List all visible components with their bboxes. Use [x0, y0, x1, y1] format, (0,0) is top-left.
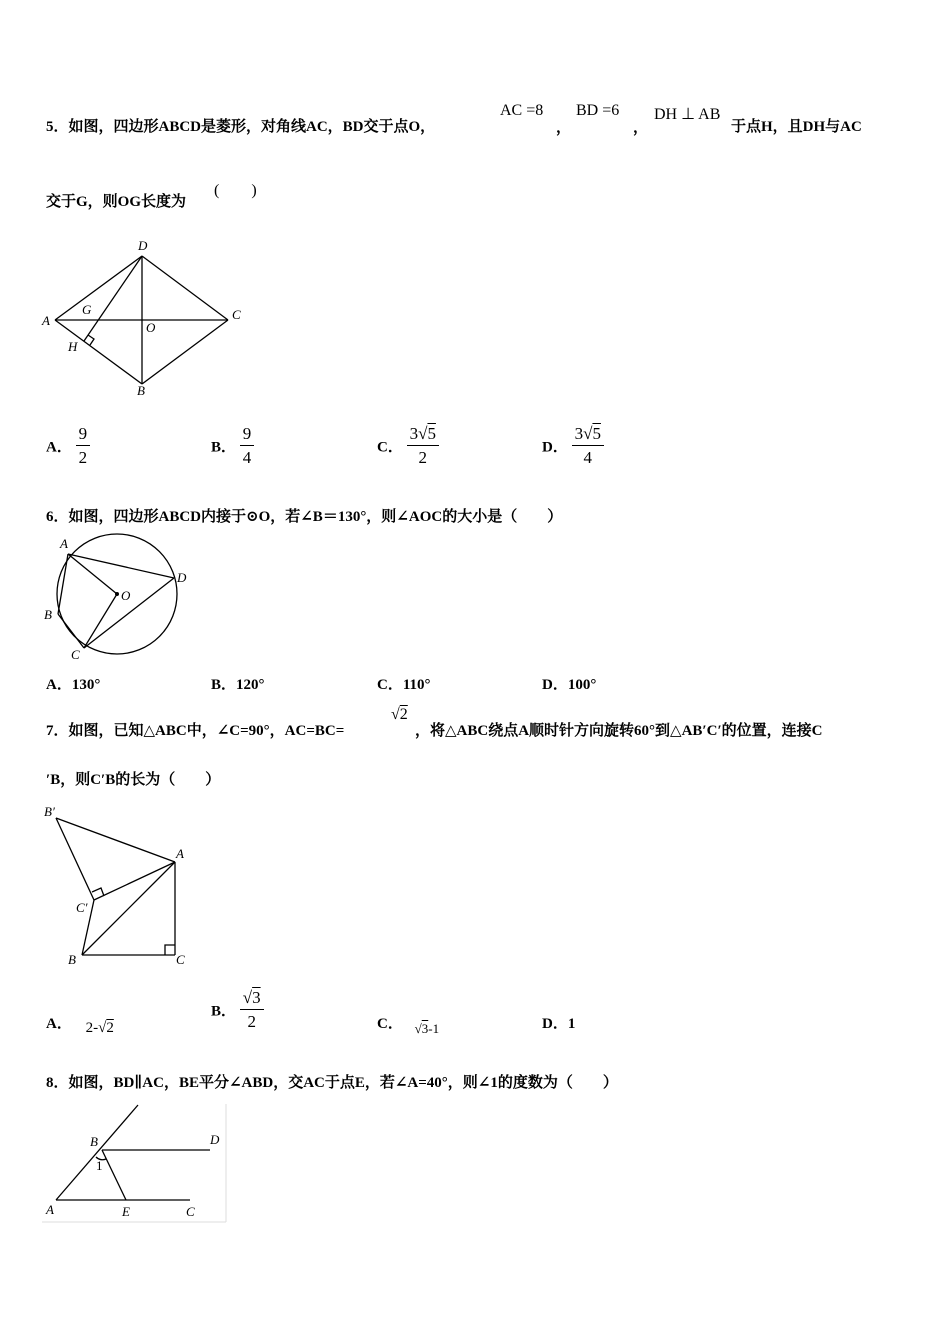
label-d: D: [177, 570, 187, 585]
q5-line2: 交于G，则OG长度为: [46, 194, 187, 210]
frac-num: 3√5: [572, 424, 604, 446]
side-dc: [142, 256, 228, 320]
radicand: 3: [421, 1021, 429, 1036]
q6-option-a[interactable]: A．130°: [46, 677, 101, 693]
q5-option-d[interactable]: [542, 424, 604, 468]
q6-text: 6．如图，四边形ABCD内接于⊙O，若∠B＝130°，则∠AOC的大小是（ ）: [46, 509, 563, 525]
q5-sep2: ，: [633, 120, 649, 136]
label-a: A: [46, 1202, 54, 1217]
right-angle-h: [88, 335, 94, 345]
q5-option-a-letter: A．: [46, 439, 72, 456]
seg-cp-a: [94, 862, 175, 900]
q5-prefix: 5．如图，四边形ABCD是菱形，对角线AC，BD交于点O，: [46, 119, 436, 135]
frac-num: √3: [240, 988, 264, 1010]
right-angle-c: [165, 945, 175, 955]
label-b: B: [44, 607, 52, 622]
label-c: C: [176, 952, 185, 967]
q7-option-b-frac: [240, 988, 264, 1032]
seg-oc: [84, 594, 117, 648]
q5-option-a[interactable]: [46, 424, 90, 468]
q5-sep1: ，: [556, 120, 572, 136]
q5-option-d-frac: [572, 424, 604, 468]
label-b-prime: B′: [44, 804, 55, 819]
seg-be: [102, 1150, 126, 1200]
q5-option-a-frac: [76, 424, 91, 468]
seg-dh: [84, 256, 142, 341]
q5-math-ac: AC =8: [500, 102, 544, 119]
q6-option-c[interactable]: C．110°: [377, 677, 431, 693]
q7-option-a-letter: A．: [46, 1016, 72, 1032]
q6-option-b[interactable]: B．120°: [211, 677, 265, 693]
q8-parallel-figure: [40, 1102, 230, 1224]
coef: 3: [409, 424, 419, 443]
q7-option-a[interactable]: [46, 1012, 114, 1036]
label-b: B: [137, 383, 145, 398]
frac-den: 4: [583, 448, 593, 467]
label-c-prime: C′: [76, 900, 88, 915]
frac-num: 9: [240, 424, 255, 446]
frac-den: 2: [418, 448, 428, 467]
label-c: C: [71, 647, 80, 662]
q5-option-d-letter: D．: [542, 439, 568, 456]
label-b: B: [68, 952, 76, 967]
q7-sqrt2: √2: [391, 706, 408, 723]
q5-option-c-frac: [407, 424, 439, 468]
radicand: 2: [106, 1020, 114, 1036]
frac-den: 2: [78, 448, 88, 467]
q7-rotation-figure: [40, 800, 200, 970]
side-ad: [55, 256, 142, 320]
label-angle-1: 1: [96, 1158, 103, 1173]
q5-option-b[interactable]: [211, 424, 254, 468]
q7-option-c-letter: C．: [377, 1016, 403, 1032]
label-a: A: [42, 313, 50, 328]
tail: -1: [428, 1021, 440, 1036]
q7-suffix: ，将△ABC绕点A顺时针方向旋转60°到△AB′C′的位置，连接C: [415, 723, 823, 739]
q5-option-c[interactable]: [377, 424, 439, 468]
q7-option-a-value: 2-√2: [85, 1020, 114, 1036]
center-dot: [115, 592, 119, 596]
q7-option-d[interactable]: D．1: [542, 1016, 576, 1032]
q7-line2: ′B，则C′B的长为（ ）: [46, 772, 221, 788]
frac-num: 3√5: [407, 424, 439, 446]
label-a: A: [60, 536, 68, 551]
q8-text: 8．如图，BD∥AC，BE平分∠ABD，交AC于点E，若∠A=40°，则∠1的度数为（ ）: [46, 1075, 618, 1091]
q7-option-b[interactable]: [211, 988, 264, 1032]
label-h: H: [68, 339, 78, 354]
frac-num: 9: [76, 424, 91, 446]
coef: 3: [574, 424, 584, 443]
q6-circle-figure: [40, 532, 200, 662]
q5-paren: ( ): [214, 182, 257, 199]
q5-option-b-letter: B．: [211, 439, 237, 456]
seg-a-b: [82, 862, 175, 955]
frac-den: 2: [247, 1012, 256, 1031]
label-d: D: [210, 1132, 220, 1147]
right-angle-cp: [92, 888, 104, 896]
q6-option-d[interactable]: D．100°: [542, 677, 597, 693]
side-bc: [58, 614, 84, 648]
label-a: A: [176, 846, 184, 861]
q5-option-c-letter: C．: [377, 439, 403, 456]
label-d: D: [138, 238, 148, 253]
radicand: 5: [592, 424, 601, 443]
q7-option-c[interactable]: [377, 1012, 440, 1036]
side-ab: [58, 554, 68, 614]
label-o: O: [146, 320, 156, 335]
label-e: E: [122, 1204, 130, 1219]
label-c: C: [186, 1204, 195, 1219]
q7-option-c-value: √3-1: [414, 1021, 440, 1036]
label-b: B: [90, 1134, 98, 1149]
frac-den: 4: [242, 448, 252, 467]
q5-math-dh: DH ⊥ AB: [654, 106, 721, 123]
q7-prefix: 7．如图，已知△ABC中，∠C=90°，AC=BC=: [46, 723, 345, 739]
q5-math-bd: BD =6: [576, 102, 620, 119]
label-c: C: [232, 307, 241, 322]
radicand: 5: [427, 424, 436, 443]
line-ab-extended: [56, 1105, 138, 1200]
q7-option-b-letter: B．: [211, 1003, 237, 1020]
label-g: G: [82, 302, 92, 317]
q5-rhombus-figure: [40, 234, 260, 400]
side-da: [68, 554, 174, 578]
q5-suffix: 于点H，且DH与AC: [731, 119, 862, 135]
int-part: 2-: [85, 1020, 99, 1036]
q5-line1: [46, 115, 435, 136]
radicand: 3: [252, 988, 261, 1007]
radicand: 2: [399, 706, 408, 723]
label-o: O: [121, 588, 131, 603]
q5-option-b-frac: [240, 424, 255, 468]
